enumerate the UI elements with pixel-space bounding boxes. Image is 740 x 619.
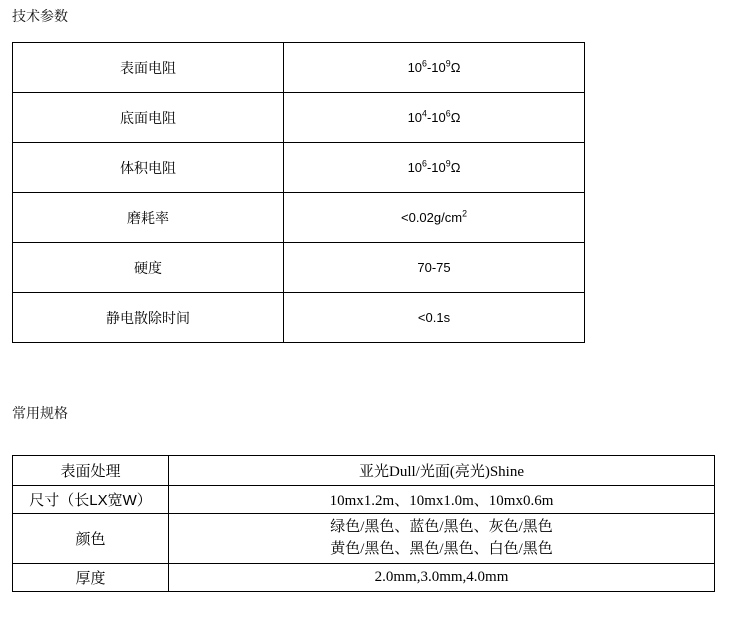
- table-row: [13, 564, 715, 592]
- spec-value-thickness: 2.0mm,3.0mm,4.0mm: [169, 564, 715, 592]
- tech-label-static-decay-time: 静电散除时间: [13, 293, 284, 343]
- spec-label-size: 尺寸（长LX宽W）: [13, 486, 169, 514]
- table-row: [13, 43, 585, 93]
- tech-value-hardness: 70-75: [284, 243, 585, 293]
- tech-value-volume-resistance: $10^6-10^9\Omega$: [284, 143, 585, 193]
- spec-label-color: 颜色: [13, 514, 169, 564]
- tech-label-bottom-resistance: 底面电阻: [13, 93, 284, 143]
- tech-value-surface-resistance: $10^6-10^9\Omega$: [284, 43, 585, 93]
- tech-value-abrasion-rate: $<0.02g/cm^2$: [284, 193, 585, 243]
- table-row: [13, 293, 585, 343]
- tech-label-abrasion-rate: 磨耗率: [13, 193, 284, 243]
- spec-label-thickness: 厚度: [13, 564, 169, 592]
- table-row: [13, 456, 715, 486]
- common-specifications-table: [12, 455, 715, 592]
- tech-label-surface-resistance: 表面电阻: [13, 43, 284, 93]
- tech-value-static-decay-time: <0.1s: [284, 293, 585, 343]
- tech-label-hardness: 硬度: [13, 243, 284, 293]
- technical-parameters-table: [12, 42, 585, 343]
- table-row: [13, 193, 585, 243]
- table-row: [13, 486, 715, 514]
- technical-parameters-title: 技术参数: [12, 8, 68, 24]
- spec-color-line-2: 黄色/黑色、黑色/黑色、白色/黑色: [330, 540, 553, 557]
- table-row: [13, 143, 585, 193]
- table-row: [13, 93, 585, 143]
- table-row: [13, 514, 715, 564]
- common-specifications-title: 常用规格: [12, 405, 68, 421]
- table-row: [13, 243, 585, 293]
- spec-value-size: 10mx1.2m、10mx1.0m、10mx0.6m: [169, 486, 715, 514]
- tech-label-volume-resistance: 体积电阻: [13, 143, 284, 193]
- tech-value-bottom-resistance: $10^4-10^6\Omega$: [284, 93, 585, 143]
- spec-value-color: [169, 514, 715, 564]
- spec-label-surface-finish: 表面处理: [13, 456, 169, 486]
- spec-color-line-1: 绿色/黑色、蓝色/黑色、灰色/黑色: [330, 518, 553, 535]
- spec-value-surface-finish: 亚光Dull/光面(亮光)Shine: [169, 456, 715, 486]
